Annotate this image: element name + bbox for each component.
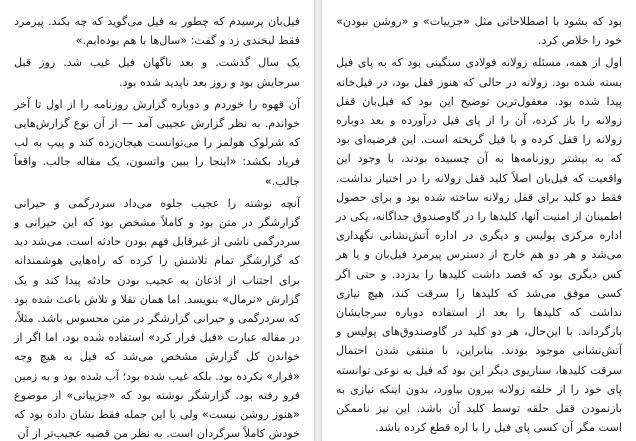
left-page [0, 0, 314, 441]
paragraph: فیل‌بان پرسیدم که چطور به فیل می‌گوید که چه بکند. پیرمرد فقط لبخندی زد و گفت: «سال‌ها با هم بوده‌ایم.» [14, 15, 300, 48]
paragraph: آنچه نوشته را عجیب جلوه می‌داد سردرگمی و حیرانی گزارشگر در متن بود و کاملاً مشخص بود که این حیرانی و سردرگمی ناشی از غیرقابل فهم بودن حادثه است. می‌شد دید که گزارشگر تمام تلاشش را کرده که راه‌هایی هوشمندانه برای اجتناب از اذعان به عجیب بودن حادثه پیدا کند و یک گزارش «نرمال» بنویسد. اما همان تقلا و تلاش باعث شده بود که سردرگمی و حیرانی گزارشگر در متن محسوس باشد. مثلاً، در مقاله عبارت «فیل فرار کرد» استفاده شده بود، اما اگر از خواندن کل گزارش مشخص می‌شد که فیل به هیچ وجه «فرار» نکرده بود. بلکه غیب شده بود؛ آب شده بود و به زمین فرو رفته بود. گزارشگر نوشته بود که «جزییاتی» از موضوع «هنوز روشن نیست» ولی با این جمله فقط نشان داده بود که خودش کاملاً سرگردان است. به نظر من قضیه عجیب‌تر از آن [14, 196, 300, 441]
paragraph: آن قهوه را خوردم و دوباره گزارش روزنامه را از اول تا آخر خواندم. به نظر گزارش عجیبی آمد — از آن نوع گزارش‌هایی که شرلوک هولمز را می‌توانست هیجان‌زده کند و پیپ به لب فریاد بکشد: «اینجا را ببین واتسون، یک مقاله جالب. واقعاً جالب.» [14, 97, 300, 188]
paragraph: یک سال گذشت. و بعد ناگهان فیل غیب شد. روز قبل سرجایش بود و روز بعد ناپدید شده بود. [14, 56, 300, 89]
right-page [322, 0, 636, 441]
book-gutter [314, 0, 322, 441]
paragraph: اول از همه، مسئله زولانه فولادی سنگینی بود که به پای فیل بسته شده بود. زولانه در حالی که هنوز قفل بود، در فیل‌خانه پیدا شده بود. معقول‌ترین توضیح این بود که فیل‌بان قفل زولانه را باز کرده، آن را از پای فیل درآورده و بعد دوباره زولانه را قفل کرده و با فیل گریخته است. این فرضیه‌ای بود که به بیشتر روزنامه‌ها به آن چسبیده بودند، با وجود این واقعیت که فیل‌بان اصلاً کلید قفل زولانه را در اختیار نداشت. فقط دو کلید برای قفل زولانه ساخته شده بود و برای حصول اطمینان از امنیت آنها، کلیدها را در گاوصندوق جداگانه، یکی در اداره مرکزی پولیس و دیگری در اداره آتش‌نشانی نگهداری می‌شد و هر دو هم خارج از دسترس پیرمرد فیل‌بان و یا هر کس دیگری بود که قصد داشت کلیدها را بدزدد. و حتی اگر کسی موفق می‌شد که کلیدها را سرقت کند، هیچ نیازی نداشت که کلیدها را بعد از استفاده دوباره سرجایشان بازگرداند. با این‌حال، هر دو کلید در گاوصندوق‌های پولیس و آتش‌نشانی موجود بودند. بنابراین، با منتفی شدن احتمال سرقت کلیدها، سناریوی دیگر این بود که فیل به‌ نوعی توانسته پای خود را از حلقه زولانه بیرون بیاورد، بدون اینکه نیازی به بازنمودن قفل حلقه توسط کلید آن باشد. این نیز ناممکن است مگر آن کسی پای فیل را با اره قطع کرده باشد. [336, 56, 622, 435]
paragraph: بود که بشود با اصطلاحاتی مثل «جزییات» و «روشن نبودن» خود را خلاص کرد. [336, 15, 622, 48]
